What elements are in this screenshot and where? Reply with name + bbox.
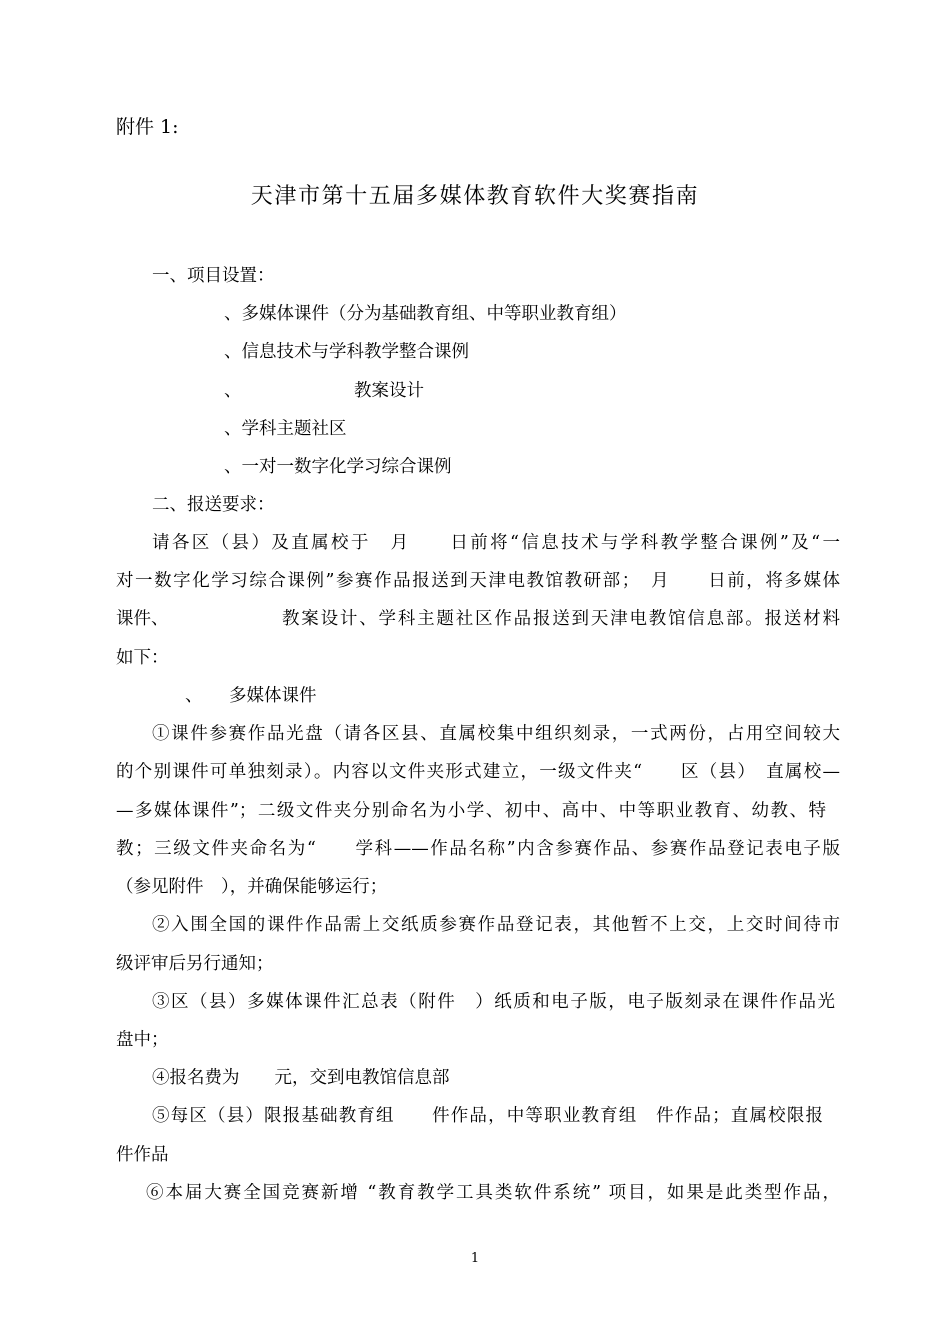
section2-heading: 二、报送要求： <box>152 495 275 515</box>
requirement-line: ⑥本届大赛全国竞赛新增 “教育教学工具类软件系统” 项目，如果是此类型作品， <box>146 1183 840 1203</box>
requirement-line: 教；三级文件夹命名为“ 学科——作品名称”内含参赛作品、参赛作品登记表电子版 <box>116 839 840 859</box>
attachment-label: 附件 1: <box>116 116 179 138</box>
paragraph-line: 对一数字化学习综合课例”参赛作品报送到天津电教馆教研部； 月 日前，将多媒体 <box>116 571 840 591</box>
project-item-3-prefix: 、 <box>224 381 242 401</box>
section1-heading: 一、项目设置： <box>152 266 275 286</box>
project-item-5: 、一对一数字化学习综合课例 <box>224 457 452 477</box>
page-number: 1 <box>470 1251 480 1266</box>
requirement-line: 盘中； <box>116 1030 169 1050</box>
requirement-line: 级评审后另行通知； <box>116 954 274 974</box>
paragraph-line: 如下： <box>116 648 169 668</box>
requirement-line: 件作品 <box>116 1145 169 1165</box>
requirement-line: ①课件参赛作品光盘（请各区县、直属校集中组织刻录，一式两份，占用空间较大 <box>152 724 840 744</box>
project-item-1: 、多媒体课件（分为基础教育组、中等职业教育组） <box>224 304 627 324</box>
requirement-line: ⑤每区（县）限报基础教育组 件作品，中等职业教育组 件作品；直属校限报 <box>152 1106 823 1126</box>
document-title: 天津市第十五届多媒体教育软件大奖赛指南 <box>250 184 700 209</box>
subheading-prefix: 、 <box>185 686 203 706</box>
project-item-3: 教案设计 <box>354 381 424 401</box>
requirement-line: —多媒体课件”；二级文件夹分别命名为小学、初中、高中、中等职业教育、幼教、特 <box>116 801 826 821</box>
requirement-line: ④报名费为 元，交到电教馆信息部 <box>152 1068 450 1088</box>
requirement-line: ③区（县）多媒体课件汇总表（附件 ）纸质和电子版，电子版刻录在课件作品光 <box>152 992 835 1012</box>
paragraph-line: 请各区（县）及直属校于 月 日前将“信息技术与学科教学整合课例”及“一 <box>152 533 840 553</box>
project-item-2: 、信息技术与学科教学整合课例 <box>224 342 469 362</box>
requirement-line: 的个别课件可单独刻录）。内容以文件夹形式建立，一级文件夹“ 区（县） 直属校— <box>116 762 840 782</box>
subheading: 多媒体课件 <box>229 686 317 706</box>
paragraph-line: 课件、 <box>116 609 169 629</box>
paragraph-line: 教案设计、学科主题社区作品报送到天津电教馆信息部。报送材料 <box>282 609 840 629</box>
requirement-line: ②入围全国的课件作品需上交纸质参赛作品登记表，其他暂不上交，上交时间待市 <box>152 915 840 935</box>
requirement-line: （参见附件 ），并确保能够运行； <box>116 877 388 897</box>
project-item-4: 、学科主题社区 <box>224 419 347 439</box>
